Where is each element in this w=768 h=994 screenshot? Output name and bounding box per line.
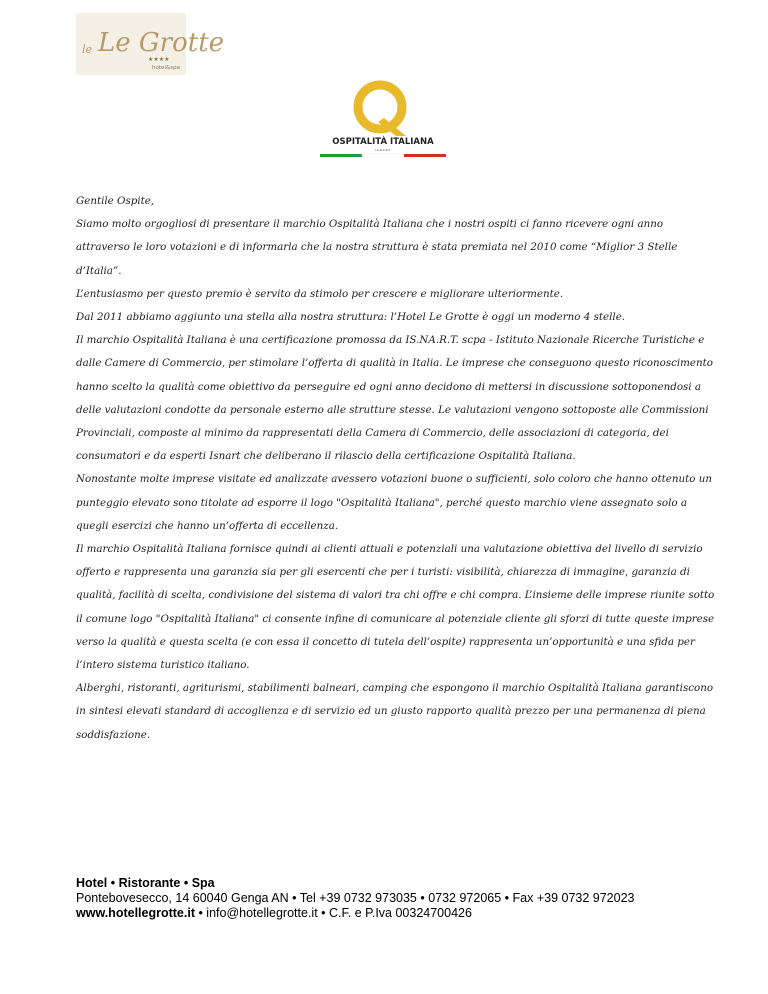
- letter-paragraph: L’entusiasmo per questo premio è servito da stimolo per crescere e migliorare ulteriormente.: [76, 287, 564, 300]
- hotel-logo-subtitle: hotel&spa: [152, 65, 180, 71]
- footer: [76, 876, 716, 921]
- hotel-logo-stars: ★★★★: [148, 56, 170, 63]
- flag-stripe-red: [404, 154, 446, 157]
- certification-tagline: I.S.N.A.R.T.: [374, 148, 392, 152]
- footer-contacts: [76, 906, 716, 921]
- hotel-logo-graphic: [76, 13, 225, 75]
- letter-paragraph: Siamo molto orgogliosi di presentare il marchio Ospitalità Italiana che i nostri ospiti ci fanno ricevere ogni anno attraverso le loro votazioni e di informarla che la nostra struttura è stata premiata nel 2010 come “Miglior 3 Stelle d’Italia”.: [76, 218, 678, 277]
- footer-address: Pontebovesecco, 14 60040 Genga AN • Tel +39 0732 973035 • 0732 972065 • Fax +39 0732 972023: [76, 891, 635, 905]
- footer-services: Hotel • Ristorante • Spa: [76, 876, 215, 890]
- letter-paragraph: Il marchio Ospitalità Italiana è una certificazione promossa da IS.NA.R.T. scpa - Istituto Nazionale Ricerche Turistiche e dalle Camere di Commercio, per stimolare l’offerta di qualità in Italia. Le imprese che conseguono questo riconoscimento hanno scelto la qualità come obiettivo da perseguire ed ogni anno decidono di mettersi in discussione sottoponendosi a delle valutazioni condotte da personale esterno alle strutture stesse. Le valutazioni vengono sottoposte alle Commissioni Provinciali, composte al minimo da rappresentati della Camera di Commercio, delle associazioni di categoria, dei consumatori e da esperti Isnart che deliberano il rilascio della certificazione Ospitalità Italiana.: [76, 334, 713, 463]
- letter-paragraph: Alberghi, ristoranti, agriturismi, stabilimenti balneari, camping che espongono il marchio Ospitalità Italiana garantiscono in sintesi elevati standard di accoglienza e di servizio ed un giusto rapporto qualità prezzo per una permanenza di piena soddisfazione.: [76, 682, 714, 741]
- hotel-logo: [76, 13, 225, 75]
- flag-stripe-green: [320, 154, 362, 157]
- footer-website-link[interactable]: www.hotellegrotte.it: [76, 906, 195, 920]
- ospitalita-italiana-logo: [318, 80, 448, 162]
- footer-contacts-rest: • info@hotellegrotte.it • C.F. e P.Iva 00324700426: [194, 906, 472, 920]
- letter-paragraph: Nonostante molte imprese visitate ed analizzate avessero votazioni buone o sufficienti, solo coloro che hanno ottenuto un punteggio elevato sono titolate ad esporre il logo "Ospitalità Italiana", perché questo marchio viene assegnato solo a quegli esercizi che hanno un’offerta di eccellenza.: [76, 473, 712, 532]
- flag-stripe-white: [362, 154, 404, 157]
- letter-greeting: Gentile Ospite,: [76, 195, 155, 207]
- hotel-logo-text: Le Grotte: [98, 28, 225, 58]
- letter-paragraph: Dal 2011 abbiamo aggiunto una stella alla nostra struttura: l’Hotel Le Grotte è oggi un moderno 4 stelle.: [76, 311, 626, 324]
- letter-paragraph: Il marchio Ospitalità Italiana fornisce quindi ai clienti attuali e potenziali una valutazione obiettiva del livello di servizio offerto e rappresenta una garanzia sia per gli esercenti che per i turisti: visibilità, chiarezza di immagine, garanzia di qualità, facilità di scelta, condivisione del sistema di valori tra chi offre e chi compra. L’insieme delle imprese riunite sotto il comune logo "Ospitalità Italiana" ci consente infine di comunicare al potenziale cliente gli sforzi di tutte queste imprese verso la qualità e questa scelta (e con essa il concetto di tutela dell’ospite) rappresenta un’opportunità e una sfida per l’intero sistema turistico italiano.: [76, 543, 715, 672]
- certification-name: OSPITALITÀ ITALIANA: [332, 137, 434, 147]
- letter-body: [76, 190, 716, 747]
- hotel-logo-prefix: le: [82, 43, 93, 56]
- ospitalita-italiana-graphic: [318, 80, 448, 162]
